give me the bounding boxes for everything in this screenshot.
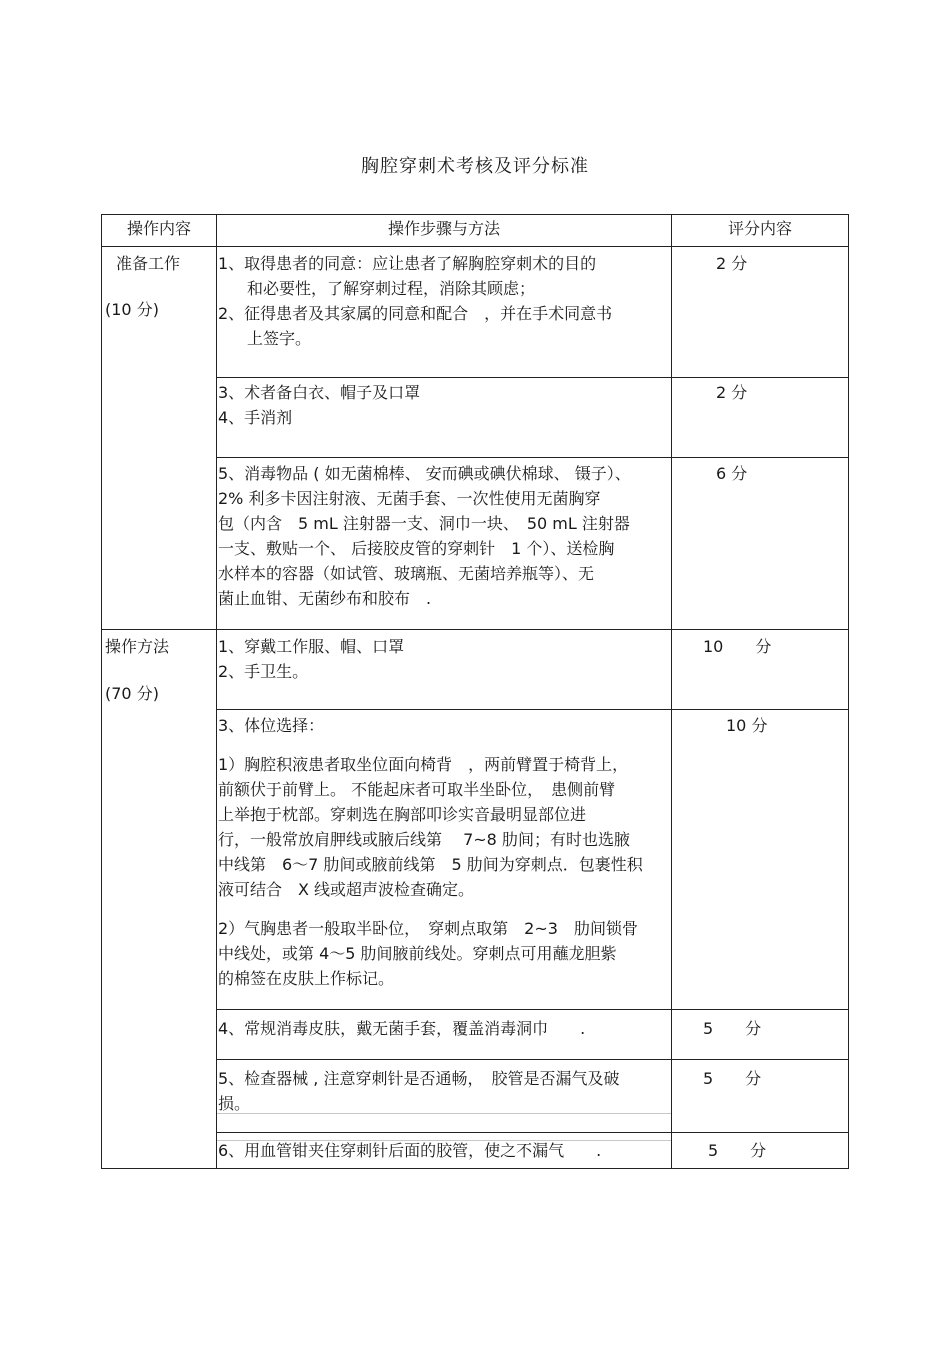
table-border-top bbox=[101, 214, 848, 215]
step-cell: 3、体位选择： 1）胸腔积液患者取坐位面向椅背 ，两前臂置于椅背上， 前额伏于前臂上。 不能起床者可取半坐卧位， 患侧前臂 上举抱于枕部。穿刺选在胸部叩诊实音最明显部位进 行，一般常放肩胛线或腋后线第 7~8 肋间；有时也选腋 中线第 6～7 肋间或腋前线第 5 肋间为穿刺点．包裹性积 液可结合 X 线或超声波检查确定。 2）气胸患者一般取半卧位， 穿刺点取第 2~3 肋间锁骨 中线处，或第 4～5 肋间腋前线处。穿刺点可用蘸龙胆紫 的棉签在皮肤上作标记。 bbox=[218, 716, 643, 988]
header-col-steps: 操作步骤与方法 bbox=[387, 219, 500, 238]
section-name: 操作方法 bbox=[105, 637, 170, 656]
score-cell: 10 分 bbox=[703, 637, 772, 656]
section-name: 准备工作 bbox=[116, 254, 181, 273]
header-col-content: 操作内容 bbox=[126, 219, 191, 238]
step-cell: 4、常规消毒皮肤，戴无菌手套，覆盖消毒洞巾 . bbox=[218, 1019, 586, 1038]
table-border-bottom bbox=[101, 1168, 848, 1169]
section-points: (70 分) bbox=[105, 684, 159, 703]
score-cell: 5 分 bbox=[703, 1019, 762, 1038]
header-divider bbox=[101, 246, 848, 247]
header-col-score: 评分内容 bbox=[727, 219, 792, 238]
column-divider-1 bbox=[216, 214, 217, 1169]
section-points: (10 分) bbox=[105, 300, 159, 319]
score-cell: 2 分 bbox=[716, 383, 748, 402]
step-cell: 5、检查器械 , 注意穿刺针是否通畅， 胶管是否漏气及破 损。 bbox=[218, 1069, 620, 1113]
score-cell: 5 分 bbox=[703, 1069, 762, 1088]
column-divider-2 bbox=[671, 214, 672, 1169]
step-cell: 6、用血管钳夹住穿刺针后面的胶管，使之不漏气 . bbox=[218, 1141, 602, 1160]
step-cell: 1、取得患者的同意：应让患者了解胸腔穿刺术的目的 和必要性，了解穿刺过程，消除其顾虑； 2、征得患者及其家属的同意和配合 ，并在手术同意书 上签字。 bbox=[218, 254, 613, 348]
score-cell: 10 分 bbox=[726, 716, 768, 735]
page-title: 胸腔穿刺术考核及评分标准 bbox=[361, 156, 589, 177]
row-divider bbox=[216, 377, 848, 378]
score-cell: 5 分 bbox=[708, 1141, 767, 1160]
row-divider bbox=[216, 457, 848, 458]
row-divider bbox=[216, 1132, 848, 1133]
row-divider bbox=[216, 1059, 848, 1060]
score-cell: 2 分 bbox=[716, 254, 748, 273]
table-border-right bbox=[848, 214, 849, 1169]
table-border-left bbox=[101, 214, 102, 1169]
step-cell: 5、消毒物品 ( 如无菌棉棒、 安而碘或碘伏棉球、 镊子）、 2% 利多卡因注射液、无菌手套、一次性使用无菌胸穿 包（内含 5 mL 注射器一支、洞巾一块、 50 mL 注射器 一支、敷贴一个、 后接胶皮管的穿刺针 1 个）、送检胸 水样本的容器（如试管、玻璃瓶、无菌培养瓶等）、无 菌止血钳、无菌纱布和胶布 . bbox=[218, 464, 631, 608]
score-cell: 6 分 bbox=[716, 464, 748, 483]
step-cell: 1、穿戴工作服、帽、口罩 2、手卫生。 bbox=[218, 637, 405, 681]
section-divider bbox=[101, 629, 848, 630]
row-divider bbox=[216, 1009, 848, 1010]
row-divider bbox=[216, 709, 848, 710]
step-cell: 3、术者备白衣、帽子及口罩 4、手消剂 bbox=[218, 383, 421, 427]
